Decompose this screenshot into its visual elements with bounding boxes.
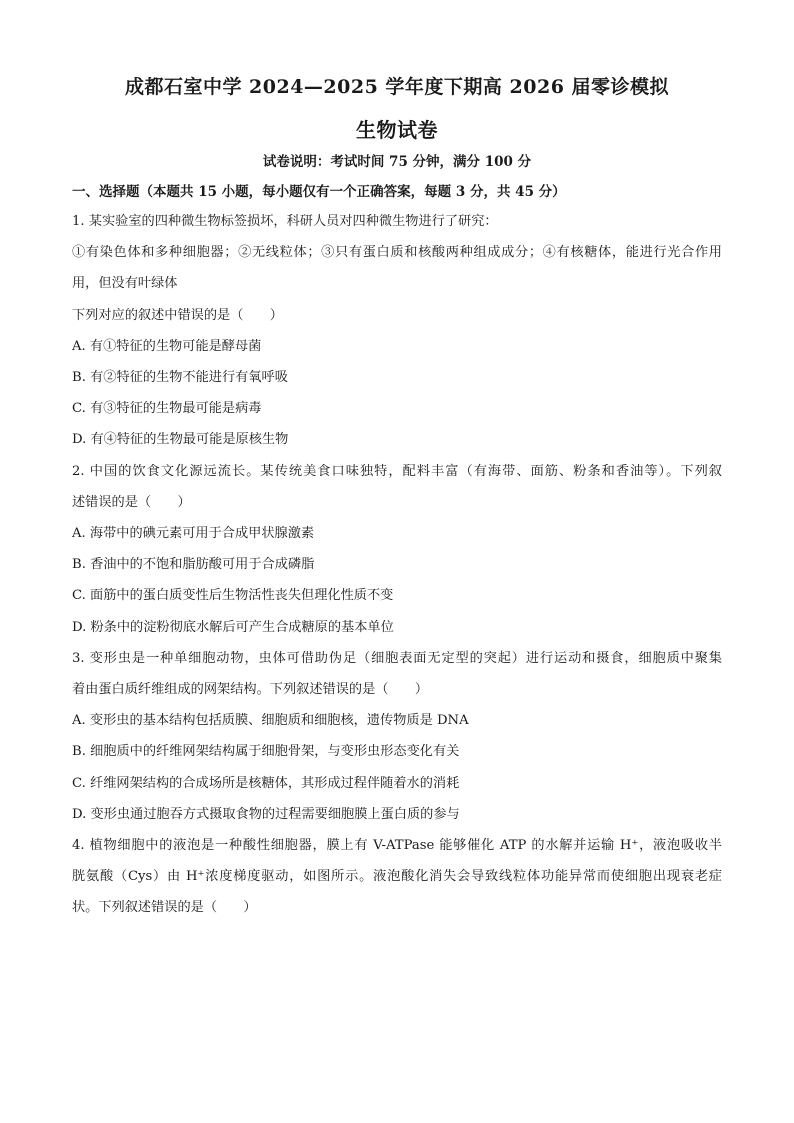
question-3-option-c: C. 纤维网架结构的合成场所是核糖体，其形成过程伴随着水的消耗: [72, 776, 460, 791]
question-2-option-a: A. 海带中的碘元素可用于合成甲状腺激素: [72, 526, 315, 541]
question-3-stem-line-2: 着由蛋白质纤维组成的网架结构。下列叙述错误的是（ ）: [72, 682, 429, 697]
question-2-option-d: D. 粉条中的淀粉彻底水解后可产生合成糖原的基本单位: [72, 620, 394, 635]
question-1-stem-line-3: 用，但没有叶绿体: [72, 276, 178, 291]
exam-title: 成都石室中学 2024—2025 学年度下期高 2026 届零诊模拟: [124, 76, 670, 98]
question-1-option-d: D. 有④特征的生物最可能是原核生物: [72, 432, 289, 447]
question-2-option-c: C. 面筋中的蛋白质变性后生物活性丧失但理化性质不变: [72, 588, 394, 603]
question-2-option-b: B. 香油中的不饱和脂肪酸可用于合成磷脂: [72, 557, 315, 572]
question-4-stem-line-2: 胱氨酸（Cys）由 H⁺浓度梯度驱动，如图所示。液泡酸化消失会导致线粒体功能异常而使细胞出现衰老症: [72, 869, 722, 884]
question-3-option-a: A. 变形虫的基本结构包括质膜、细胞质和细胞核，遗传物质是 DNA: [72, 713, 469, 728]
question-1-option-c: C. 有③特征的生物最可能是病毒: [72, 401, 262, 416]
question-3-option-b: B. 细胞质中的纤维网架结构属于细胞骨架，与变形虫形态变化有关: [72, 744, 460, 759]
question-2-stem-line-1: 2. 中国的饮食文化源远流长。某传统美食口味独特，配料丰富（有海带、面筋、粉条和香油等）。下列叙: [72, 464, 722, 479]
question-4-stem-line-1: 4. 植物细胞中的液泡是一种酸性细胞器，膜上有 V-ATPase 能够催化 ATP 的水解并运输 H⁺，液泡吸收半: [72, 838, 722, 853]
question-3-option-d: D. 变形虫通过胞吞方式摄取食物的过程需要细胞膜上蛋白质的参与: [72, 807, 460, 822]
question-1-stem-line-4: 下列对应的叙述中错误的是（ ）: [72, 308, 283, 323]
question-1-option-a: A. 有①特征的生物可能是酵母菌: [72, 339, 262, 354]
question-4-stem-line-3: 状。下列叙述错误的是（ ）: [72, 900, 257, 915]
exam-subtitle: 生物试卷: [356, 118, 438, 142]
question-2-stem-line-2: 述错误的是（ ）: [72, 495, 191, 510]
question-3-stem-line-1: 3. 变形虫是一种单细胞动物，虫体可借助伪足（细胞表面无定型的突起）进行运动和摄食，细胞质中聚集: [72, 651, 722, 666]
question-1-stem-line-2: ①有染色体和多种细胞器；②无线粒体；③只有蛋白质和核酸两种组成成分；④有核糖体，能进行光合作用: [72, 245, 722, 260]
question-1-stem-line-1: 1. 某实验室的四种微生物标签损坏，科研人员对四种微生物进行了研究：: [72, 214, 498, 229]
exam-instructions: 试卷说明：考试时间 75 分钟，满分 100 分: [262, 154, 532, 170]
question-1-option-b: B. 有②特征的生物不能进行有氧呼吸: [72, 370, 288, 385]
section-heading: 一、选择题（本题共 15 小题，每小题仅有一个正确答案，每题 3 分，共 45 分）: [72, 184, 566, 200]
